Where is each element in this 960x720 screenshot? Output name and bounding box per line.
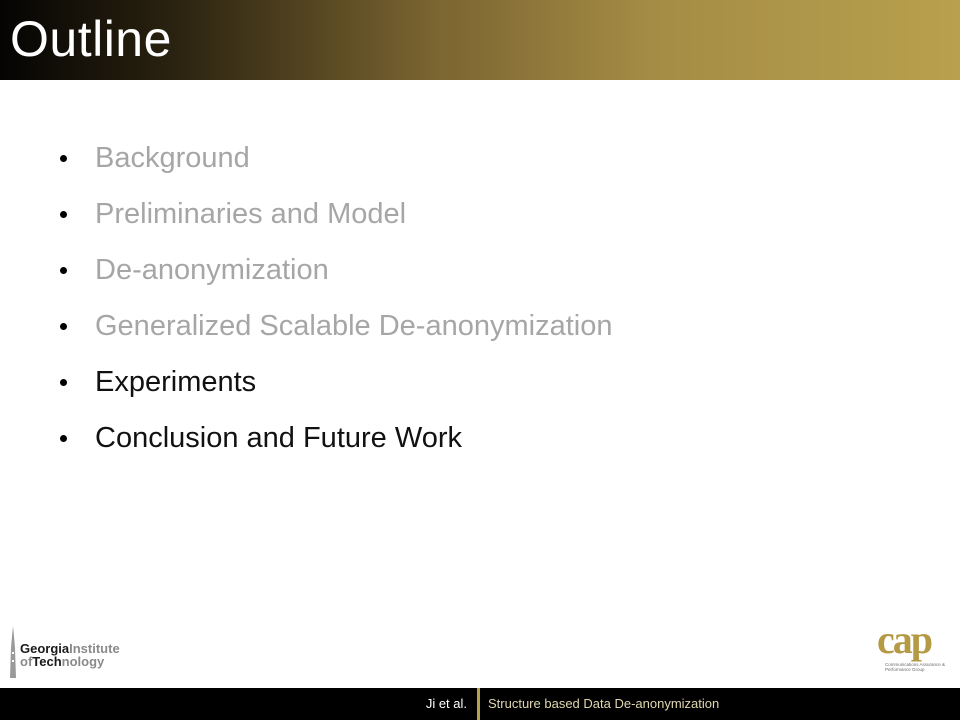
tech-tower-icon bbox=[8, 626, 18, 678]
bullet-icon bbox=[60, 379, 67, 386]
outline-list bbox=[56, 130, 916, 466]
outline-item-label: Generalized Scalable De-anonymization bbox=[95, 309, 613, 342]
outline-item-label: Background bbox=[95, 141, 250, 174]
gt-logo-line2: ofTechnology bbox=[20, 654, 105, 669]
outline-item-label: Experiments bbox=[95, 365, 257, 398]
bullet-icon bbox=[60, 155, 67, 162]
cap-logo-word: cap bbox=[877, 617, 931, 662]
georgia-tech-logo bbox=[8, 626, 158, 678]
outline-item-label: Conclusion and Future Work bbox=[95, 421, 462, 454]
bullet-icon bbox=[60, 267, 67, 274]
bullet-icon bbox=[60, 435, 67, 442]
outline-item-experiments bbox=[56, 354, 916, 410]
footer-bar bbox=[0, 688, 960, 720]
outline-item-label: Preliminaries and Model bbox=[95, 197, 407, 230]
title-bar bbox=[0, 0, 960, 80]
outline-item-preliminaries bbox=[56, 186, 916, 242]
outline-item-label: De-anonymization bbox=[95, 253, 329, 286]
outline-item-background bbox=[56, 130, 916, 186]
gt-logo-line1: GeorgiaInstitute bbox=[20, 641, 120, 656]
outline-item-de-anonymization bbox=[56, 242, 916, 298]
slide-title: Outline bbox=[10, 11, 172, 67]
bullet-icon bbox=[60, 211, 67, 218]
cap-logo-subtitle: Communications Assurance & Performance Group bbox=[885, 662, 946, 672]
footer-author: Ji et al. bbox=[425, 696, 467, 711]
cap-logo bbox=[877, 618, 955, 686]
footer-paper-title: Structure based Data De-anonymization bbox=[488, 696, 720, 711]
outline-item-conclusion bbox=[56, 410, 916, 466]
outline-item-generalized bbox=[56, 298, 916, 354]
bullet-icon bbox=[60, 323, 67, 330]
